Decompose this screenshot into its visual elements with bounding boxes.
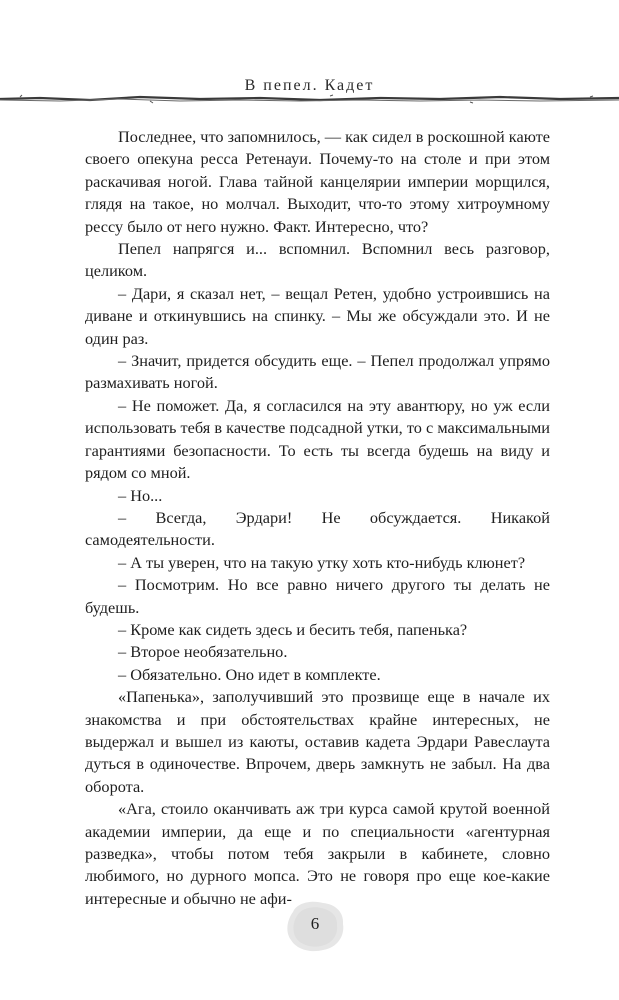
running-title: В пепел. Кадет [244,77,375,94]
page-number: 6 [310,914,320,933]
dialogue-line: – Значит, придется обсудить еще. – Пепел продолжал упрямо размахивать ногой. [85,351,550,393]
dialogue-line: – Второе необязательно. [118,642,288,662]
paragraph: «Ага, стоило оканчивать аж три курса самой крутой военной академии империи, да еще и по специальности «агентурная разведка», чтобы потом тебя закрыли в кабинете, словно любимого, но дурного мопса. Это не говоря про еще кое-какие интересные и обычно не афи- [85,799,550,908]
dialogue-line: – Дари, я сказал нет, – вещал Ретен, удобно устроившись на диване и откинувшись на спинку. – Мы же обсуждали это. И не один раз. [85,283,550,348]
paragraph: Последнее, что запомнилось, — как сидел в роскошной каюте своего опекуна ресса Ретенауи. Почему-то на столе и при этом раскачивая ногой. Глава тайной канцелярии империи морщился, глядя на такое, но молчал. Выходит, что-то этому хитроумному рессу было от него нужно. Факт. Интересно, что? [85,127,550,236]
paragraph: «Папенька», заполучивший это прозвище еще в начале их знакомства и при обстоятельствах крайне интересных, не выдержал и вышел из каюты, оставив кадета Эрдари Равеслаута дуться в одиночестве. Впрочем, дверь замкнуть не забыл. На два оборота. [85,687,550,796]
dialogue-line: – Обязательно. Оно идет в комплекте. [118,664,381,684]
paragraph: Пепел напрягся и... вспомнил. Вспомнил весь разговор, целиком. [85,239,550,281]
body-text [85,126,550,910]
decorative-rule [0,92,619,106]
dialogue-line: – Всегда, Эрдари! Не обсуждается. Никакой самодеятельности. [85,507,550,550]
dialogue-line: – Посмотрим. Но все равно ничего другого ты делать не будешь. [85,575,550,617]
page-number-badge [283,898,347,954]
dialogue-line: – Но... [118,485,163,505]
dialogue-line: – А ты уверен, что на такую утку хоть кто-нибудь клюнет? [118,552,526,572]
dialogue-line: – Кроме как сидеть здесь и бесить тебя, папенька? [118,619,468,639]
dialogue-line: – Не поможет. Да, я согласился на эту авантюру, но уж если использовать тебя в качестве подсадной утки, то с максимальными гарантиями безопасности. То есть ты всегда будешь на виду и рядом со мной. [85,395,550,483]
